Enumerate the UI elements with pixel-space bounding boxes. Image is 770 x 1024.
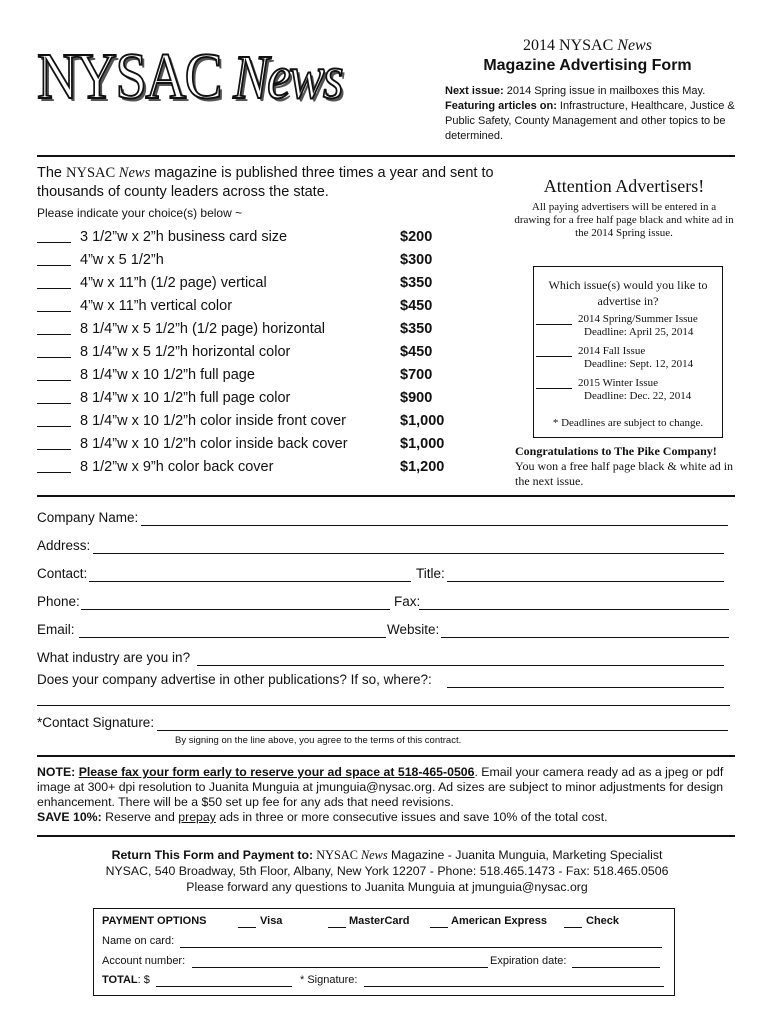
ad-option-row[interactable] [37,364,457,386]
ad-option-description: 4”w x 11”h (1/2 page) vertical [80,275,267,291]
address-input-line[interactable] [93,537,724,554]
intro-text [37,164,517,202]
ad-option-price: $700 [400,367,433,383]
ad-option-description: 8 1/4”w x 10 1/2”h color inside front cover [80,413,346,429]
note-text: . Email your camera ready ad as a jpeg or pdf image at 300+ dpi resolution to Juanita Munguia at jmunguia@nysac.org. Ad sizes are subject to minor adjustments for design enhancement. There will be a $50 set up fee for any ads that need revisions. [37,765,724,809]
featuring-text: Infrastructure, Healthcare, Justice & Public Safety, County Management and other topics to be determined. [445,100,735,142]
ad-option-description: 4”w x 11”h vertical color [80,298,233,314]
email-field[interactable] [37,621,737,639]
next-issue-info [445,84,735,144]
ad-option-price: $200 [400,229,433,245]
mastercard-label: MasterCard [349,915,410,927]
form-title [445,36,730,76]
company-input-line[interactable] [141,509,728,526]
note-label: NOTE: [37,765,76,779]
ad-option-price: $350 [400,275,433,291]
note-fax-early: Please fax your form early to reserve your ad space at 518-465-0506 [78,765,475,779]
email-label: Email: [37,622,75,637]
ad-option-row[interactable] [37,295,457,317]
account-number-row[interactable] [102,954,662,969]
ad-option-description: 8 1/4”w x 10 1/2”h full page color [80,390,291,406]
divider [37,155,735,157]
phone-field[interactable] [37,593,737,611]
ad-option-checkbox-line[interactable] [37,228,71,243]
contact-label: Contact: [37,566,88,581]
return-nysac: NYSAC [313,848,361,862]
issue-title: 2014 Spring/Summer Issue [578,313,698,325]
ad-option-row[interactable] [37,387,457,409]
check-label: Check [586,915,620,927]
return-news: News [360,848,388,862]
contact-field[interactable] [37,565,737,583]
ad-option-price: $1,000 [400,436,445,452]
website-label: Website: [387,622,440,637]
expiration-label: Expiration date: [490,955,567,967]
website-input-line[interactable] [441,621,729,638]
ad-option-checkbox-line[interactable] [37,297,71,312]
intro-b: magazine is published three times a year and sent to thousands of county leaders across the state. [37,165,494,200]
ad-option-price: $450 [400,298,433,314]
payment-options-box [93,908,675,996]
visa-label: Visa [260,915,283,927]
company-name-field[interactable] [37,509,737,527]
congratulations-note [515,444,740,489]
attention-heading: Attention Advertisers! [543,176,705,196]
contact-signature-field[interactable] [37,714,737,732]
fax-input-line[interactable] [419,593,729,610]
divider [37,495,735,497]
payment-methods-row [102,914,662,929]
issue-deadline: Deadline: April 25, 2014 [584,326,694,338]
return-questions: Please forward any questions to Juanita Munguia at jmunguia@nysac.org [186,880,588,894]
ad-option-row[interactable] [37,433,457,455]
name-on-card-label: Name on card: [102,935,175,947]
ad-option-checkbox-line[interactable] [37,458,71,473]
title-label: Title: [416,566,445,581]
total-suffix: : $ [137,974,150,986]
attention-body: All paying advertisers will be entered in a drawing for a free half page black and white ad in the 2014 Spring issue. [514,201,734,239]
issue-checkbox-line[interactable] [536,388,572,389]
issue-selection-box [533,266,723,438]
ad-option-checkbox-line[interactable] [37,412,71,427]
ad-option-row[interactable] [37,249,457,271]
mastercard-checkbox-line[interactable] [328,914,346,928]
ad-option-price: $450 [400,344,433,360]
total-line[interactable] [156,973,292,987]
save-prepay: prepay [178,810,216,824]
ad-option-description: 8 1/4”w x 10 1/2”h color inside back cover [80,436,348,452]
signature-input-line[interactable] [157,714,728,731]
signature-disclaimer: By signing on the line above, you agree to the terms of this contract. [175,735,462,746]
ad-option-description: 4”w x 5 1/2”h [80,252,164,268]
address-field[interactable] [37,537,737,555]
return-address: NYSAC, 540 Broadway, 5th Floor, Albany, New York 12207 - Phone: 518.465.1473 - Fax: 518.465.0506 [105,864,669,878]
amex-label: American Express [451,915,547,927]
other-pubs-input-line[interactable] [447,671,724,688]
other-pubs-label: Does your company advertise in other publications? If so, where?: [37,672,432,687]
return-rest: Magazine - Juanita Munguia, Marketing Specialist [387,848,663,862]
amex-checkbox-line[interactable] [430,914,448,928]
payment-signature-line[interactable] [364,973,664,987]
industry-label: What industry are you in? [37,650,191,665]
account-number-label: Account number: [102,955,186,967]
ad-option-description: 8 1/4”w x 10 1/2”h full page [80,367,255,383]
featuring-label: Featuring articles on: [445,100,557,112]
account-number-line[interactable] [192,954,488,968]
name-on-card-row[interactable] [102,934,662,949]
issue-checkbox-line[interactable] [536,356,572,357]
visa-checkbox-line[interactable] [238,914,256,928]
issue-deadline: Deadline: Dec. 22, 2014 [584,390,692,402]
ad-option-checkbox-line[interactable] [37,435,71,450]
save-label: SAVE 10%: [37,810,102,824]
intro-news: News [118,165,151,181]
ad-option-row[interactable] [37,318,457,340]
ad-option-description: 8 1/2”w x 9”h color back cover [80,459,274,475]
issue-title: 2014 Fall Issue [578,345,646,357]
issue-question: Which issue(s) would you like to advertise in? [548,278,708,308]
phone-label: Phone: [37,594,80,609]
intro-nysac: NYSAC [66,165,119,181]
expiration-line[interactable] [572,954,660,968]
ad-option-row[interactable] [37,341,457,363]
next-issue-label: Next issue: [445,85,504,97]
ad-option-checkbox-line[interactable] [37,366,71,381]
ad-option-checkbox-line[interactable] [37,274,71,289]
deadline-note: * Deadlines are subject to change. [552,417,704,429]
issue-title: 2015 Winter Issue [578,377,659,389]
logo-text-italic: News [233,44,342,112]
congrats-body: You won a free half page black & white ad in the next issue. [515,459,734,488]
save-text-a: Reserve and [101,810,179,824]
ad-option-price: $300 [400,252,433,268]
industry-field[interactable] [37,649,737,667]
indicate-choice-text: Please indicate your choice(s) below ~ [37,206,243,220]
issue-deadline: Deadline: Sept. 12, 2014 [584,358,694,370]
note-block [37,765,737,825]
ad-option-price: $350 [400,321,433,337]
ad-option-row[interactable] [37,226,457,248]
issue-checkbox-line[interactable] [536,324,572,325]
ad-option-price: $1,000 [400,413,445,429]
email-input-line[interactable] [79,621,386,638]
total-row[interactable] [102,973,662,988]
nysac-news-logo [37,40,342,113]
ad-option-price: $1,200 [400,459,445,475]
divider [37,835,735,837]
logo-text: NYSAC [37,40,221,113]
signature-label: *Contact Signature: [37,715,155,730]
title-year: 2014 NYSAC [523,37,618,54]
title-subtitle: Magazine Advertising Form [483,57,692,74]
ad-option-description: 8 1/4”w x 5 1/2”h (1/2 page) horizontal [80,321,326,337]
other-publications-field[interactable] [37,671,737,689]
contact-input-line[interactable] [89,565,411,582]
fax-label: Fax: [394,594,421,609]
address-label: Address: [37,538,91,553]
other-publications-continuation[interactable] [37,689,737,707]
ad-option-checkbox-line[interactable] [37,343,71,358]
save-text-b: ads in three or more consecutive issues and save 10% of the total cost. [215,810,608,824]
ad-option-row[interactable] [37,456,457,478]
check-checkbox-line[interactable] [564,914,582,928]
return-info [37,847,737,895]
intro-a: The [37,165,67,181]
divider [37,755,735,757]
next-issue-text: 2014 Spring issue in mailboxes this May. [503,85,706,97]
ad-option-description: 3 1/2”w x 2”h business card size [80,229,288,245]
congrats-heading: Congratulations to The Pike Company! [515,444,717,458]
other-pubs-input-line-2[interactable] [37,689,730,706]
phone-input-line[interactable] [81,593,390,610]
ad-option-row[interactable] [37,410,457,432]
name-on-card-line[interactable] [180,934,662,948]
company-label: Company Name: [37,510,139,525]
total-label: TOTAL [102,974,138,986]
ad-option-price: $900 [400,390,433,406]
title-news: News [617,37,652,54]
payment-heading: PAYMENT OPTIONS [102,915,207,927]
return-label: Return This Form and Payment to: [111,848,314,862]
title-input-line[interactable] [447,565,724,582]
industry-input-line[interactable] [197,649,724,666]
payment-signature-label: * Signature: [300,974,358,986]
ad-option-description: 8 1/4”w x 5 1/2”h horizontal color [80,344,291,360]
ad-option-checkbox-line[interactable] [37,389,71,404]
ad-option-checkbox-line[interactable] [37,251,71,266]
ad-option-row[interactable] [37,272,457,294]
attention-advertisers [513,174,735,240]
ad-option-checkbox-line[interactable] [37,320,71,335]
